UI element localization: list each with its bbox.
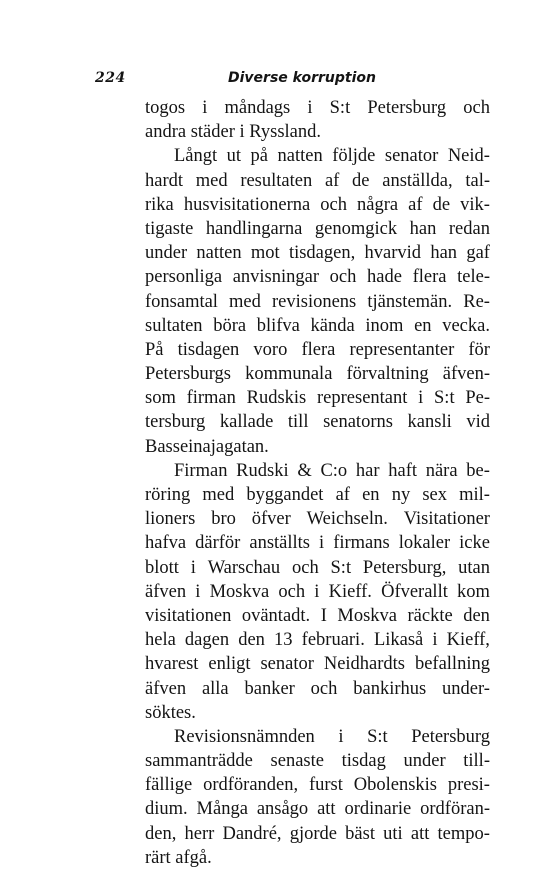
text-line: Petersburgs kommunala förvaltning äfven- — [145, 364, 490, 385]
running-title: Diverse korruption — [228, 70, 376, 86]
text-line: På tisdagen voro flera representanter för — [145, 339, 490, 360]
paragraph — [145, 144, 490, 458]
text-line: sammanträdde senaste tisdag under till- — [145, 751, 490, 772]
page-header — [0, 70, 560, 92]
text-line: äfven alla banker och bankirhus under- — [145, 678, 490, 699]
text-line: röring med byggandet af en ny sex mil- — [145, 485, 490, 505]
text-line: fonsamtal med revisionens tjänstemän. Re- — [145, 291, 490, 312]
text-line: fällige ordföranden, furst Obolenskis presi- — [145, 775, 490, 796]
text-line: visitationen oväntadt. I Moskva räckte den — [145, 605, 490, 626]
text-line: den, herr Dandré, gjorde bäst uti att tempo- — [145, 823, 490, 844]
text-line: rika husvisitationerna och några af de vik- — [145, 194, 490, 215]
text-line: personliga anvisningar och hade flera tele- — [145, 267, 490, 288]
text-line: lioners bro öfver Weichseln. Visitationer — [145, 509, 490, 530]
body-text — [145, 96, 490, 870]
text-line: togos i måndags i S:t Petersburg och — [145, 98, 490, 118]
text-line: tersburg kallade till senatorns kansli vid — [145, 412, 490, 433]
text-line: Långt ut på natten följde senator Neid- — [174, 146, 490, 167]
text-line: rärt afgå. — [145, 847, 212, 868]
text-line: som firman Rudskis representant i S:t Pe- — [145, 388, 490, 409]
text-line: hardt med resultaten af de anställda, tal- — [145, 170, 490, 191]
text-line: Basseinajagatan. — [145, 436, 269, 457]
text-line: Revisionsnämnden i S:t Petersburg — [174, 726, 490, 747]
text-line: söktes. — [145, 702, 196, 723]
text-line: hela dagen den 13 februari. Likaså i Kieff, — [145, 630, 490, 651]
text-line: andra städer i Ryssland. — [145, 122, 321, 143]
text-line: sultaten böra blifva kända inom en vecka. — [145, 315, 490, 336]
page-number: 224 — [95, 70, 126, 86]
text-line: blott i Warschau och S:t Petersburg, utan — [145, 557, 490, 578]
text-line: under natten mot tisdagen, hvarvid han gaf — [145, 243, 490, 264]
text-line: Firman Rudski & C:o har haft nära be- — [174, 460, 490, 481]
text-line: äfven i Moskva och i Kieff. Öfverallt kom — [145, 581, 490, 602]
paragraph — [145, 459, 490, 725]
text-line: hvarest enligt senator Neidhardts befallning — [145, 654, 490, 675]
text-line: tigaste handlingarna genomgick han redan — [145, 218, 490, 239]
paragraph — [145, 725, 490, 870]
text-line: dium. Många ansågo att ordinarie ordföran- — [145, 799, 490, 820]
paragraph — [145, 96, 490, 144]
text-line: hafva därför anställts i firmans lokaler icke — [145, 533, 490, 554]
